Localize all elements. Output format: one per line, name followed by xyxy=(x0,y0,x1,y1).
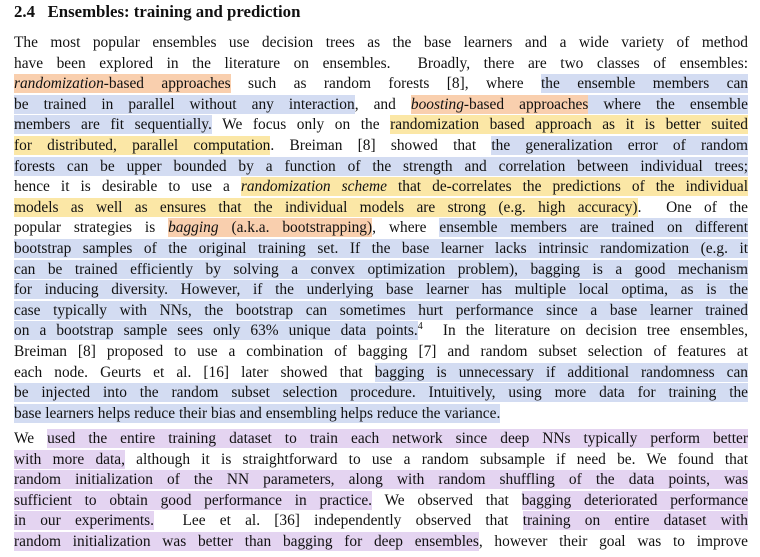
text-line xyxy=(14,429,748,449)
highlighted-purple-segment: bagging deteriorated performance xyxy=(521,491,748,509)
highlighted-blue-segment: members are fit sequentially. xyxy=(14,116,212,134)
text-line xyxy=(14,321,748,341)
text-segment: , where xyxy=(372,219,440,237)
highlighted-yellow-segment: randomization scheme xyxy=(240,178,387,196)
text-segment: . Breiman [8] showed that xyxy=(270,137,492,154)
text-segment: have been explored in the literature on ensembles. Broadly, there are two classes of ensembles: xyxy=(14,54,748,72)
text-line xyxy=(14,301,748,321)
text-segment: The most popular ensembles use decision trees as the base learners and a wide variety of method xyxy=(14,34,748,51)
text-segment: Breiman [8] proposed to use a combination of bagging [7] and random subset selection of features at xyxy=(14,343,748,360)
text-segment: popular strategies is xyxy=(14,219,169,237)
text-segment: each node. Geurts et al. [16] later showed that xyxy=(14,363,375,381)
highlighted-blue-segment: forests can be upper bounded by a function of the strength and correlation between individual trees; xyxy=(14,157,748,175)
highlighted-blue-segment: where the ensemble xyxy=(588,95,748,113)
text-line xyxy=(14,239,748,259)
text-line xyxy=(14,470,748,490)
highlighted-yellow-segment: randomization based approach as it is better suited xyxy=(390,116,748,134)
highlighted-blue-segment: bagging is unnecessary if additional randomness can xyxy=(374,363,748,381)
text-segment: , however their goal was to improve xyxy=(478,533,748,550)
text-line xyxy=(14,491,748,511)
highlighted-yellow-segment: models as well as ensures that the individual models are strong (e.g. high accuracy) xyxy=(14,198,638,216)
highlighted-blue-segment: the ensemble members can xyxy=(541,75,748,93)
highlighted-blue-segment: ensemble members are trained on different xyxy=(439,219,748,237)
text-line xyxy=(14,33,748,53)
highlighted-purple-segment: training on entire dataset with xyxy=(522,512,748,530)
text-segment: . One of the xyxy=(637,198,748,216)
highlighted-blue-segment: base learners helps reduce their bias and ensembling helps reduce the variance. xyxy=(14,404,501,422)
text-line xyxy=(14,532,748,552)
highlighted-blue-segment: bootstrap samples of the original training set. If the base learner lacks intrinsic randomization (e.g. it xyxy=(14,240,748,257)
text-line xyxy=(14,95,748,115)
section-heading: 2.4 Ensembles: training and prediction xyxy=(14,2,301,21)
highlighted-purple-segment: used the entire training dataset to train each network since deep NNs typically perform better xyxy=(47,430,748,447)
text-line xyxy=(14,511,748,531)
text-line xyxy=(14,54,748,74)
text-segment: such as random forests [8], where xyxy=(230,75,542,93)
text-line xyxy=(14,280,748,300)
text-segment: , and xyxy=(354,95,411,113)
text-line xyxy=(14,115,748,135)
text-line xyxy=(14,177,748,197)
text-line xyxy=(14,450,748,470)
highlighted-orange-segment: bagging xyxy=(168,219,219,237)
text-segment: although it is straightforward to use a random subsample if need be. We found that xyxy=(124,450,748,468)
text-line xyxy=(14,74,748,94)
text-line xyxy=(14,136,748,156)
highlighted-purple-segment: random initialization of the NN parameters, along with random shuffling of the data points, was xyxy=(14,471,748,489)
highlighted-blue-segment: for inducing diversity. However, if the underlying base learner has multiple local optima, as is the xyxy=(14,281,748,299)
text-line xyxy=(14,383,748,403)
highlighted-purple-segment: with more data, xyxy=(14,450,125,468)
text-line xyxy=(14,363,748,383)
highlighted-blue-segment: be trained in parallel without any interaction xyxy=(14,95,355,113)
highlighted-orange-segment: (a.k.a. bootstrapping) xyxy=(218,219,373,237)
footnote-marker: 4 xyxy=(417,321,423,333)
text-line xyxy=(14,157,748,177)
text-segment: Lee et al. [36] independently observed that xyxy=(154,512,523,530)
text-line xyxy=(14,404,748,424)
text-line xyxy=(14,198,748,218)
text-segment: In the literature on decision tree ensembles, xyxy=(422,322,749,340)
highlighted-orange-segment: randomization xyxy=(14,75,104,93)
highlighted-purple-segment: sufficient to obtain good performance in practice. xyxy=(14,491,373,509)
highlighted-orange-segment: boosting xyxy=(410,95,464,113)
text-line xyxy=(14,260,748,280)
highlighted-blue-segment: can be trained efficiently by solving a convex optimization problem), bagging is a good mechanism xyxy=(14,260,748,278)
highlighted-orange-segment: -based approaches xyxy=(463,95,589,113)
highlighted-orange-segment: -based approaches xyxy=(103,75,231,93)
highlighted-purple-segment: random initialization was better than bagging for deep ensembles xyxy=(14,533,479,550)
text-segment: We observed that xyxy=(372,491,522,509)
highlighted-blue-segment: on a bootstrap sample sees only 63% unique data points. xyxy=(14,322,418,340)
text-segment: We xyxy=(14,430,48,447)
highlighted-blue-segment: be injected into the random subset selection procedure. Intuitively, using more data for training the xyxy=(14,384,748,402)
highlighted-blue-segment: case typically with NNs, the bootstrap can sometimes hurt performance since a base learner trained xyxy=(14,301,748,319)
text-segment: We focus only on the xyxy=(211,116,391,134)
highlighted-yellow-segment: for distributed, parallel computation xyxy=(14,137,271,154)
highlighted-yellow-segment: that de-correlates the predictions of the individual xyxy=(386,178,748,196)
text-line xyxy=(14,342,748,362)
text-segment: hence it is desirable to use a xyxy=(14,178,241,196)
text-line xyxy=(14,218,748,238)
highlighted-blue-segment: the generalization error of random xyxy=(491,137,748,154)
highlighted-purple-segment: in our experiments. xyxy=(14,512,155,530)
